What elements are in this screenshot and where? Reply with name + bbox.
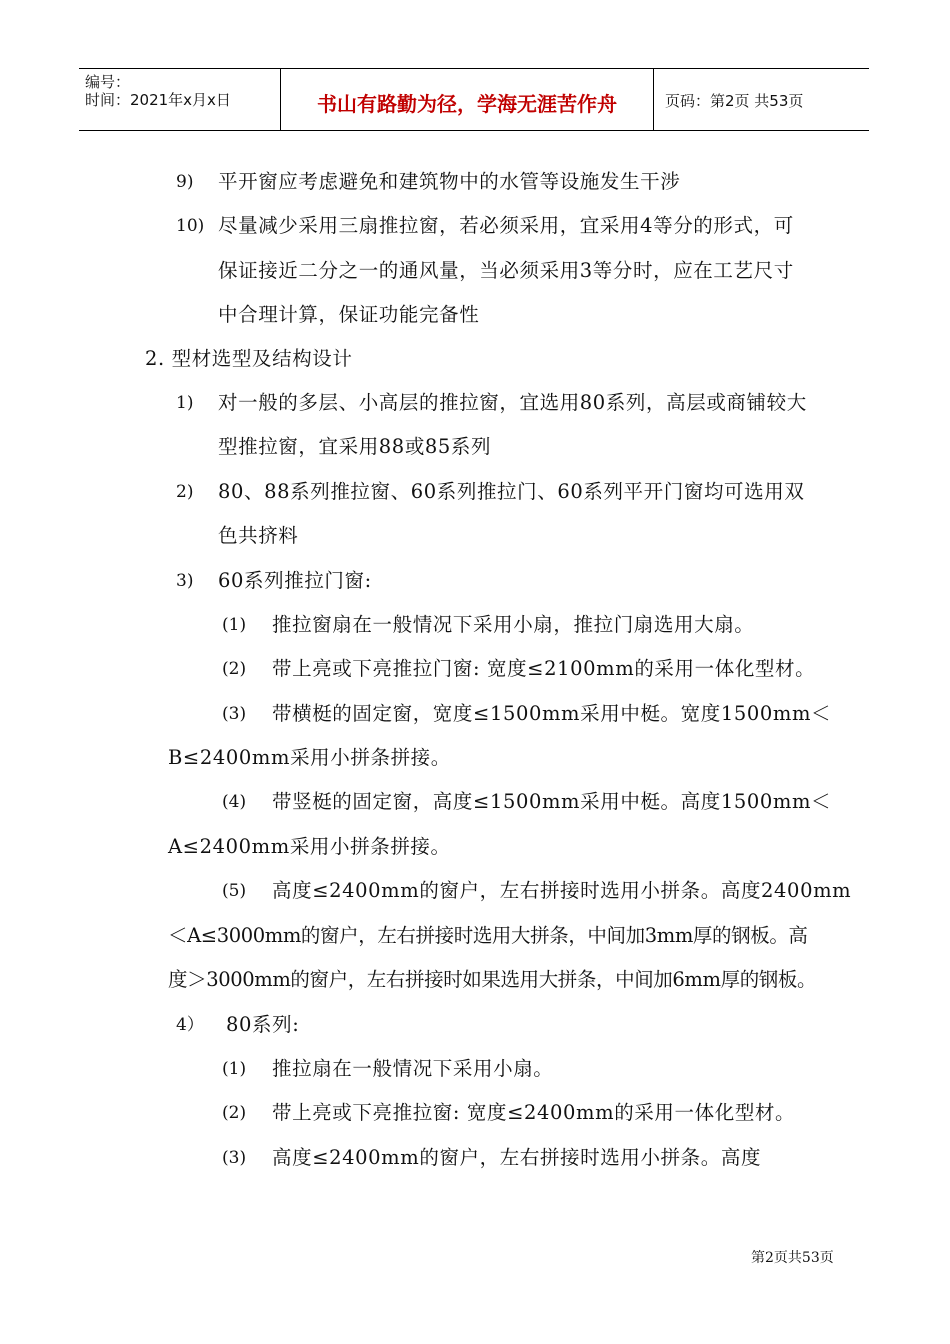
s2-item-1-line-1: 对一般的多层、小高层的推拉窗，宜选用80系列，高层或商铺较大 (218, 391, 807, 414)
s3-sub-4-number: (4) (222, 792, 247, 812)
s3-sub-5-line-3: 度＞3000mm的窗户，左右拼接时如果选用大拼条，中间加6mm厚的钢板。 (168, 968, 817, 991)
header-motto: 书山有路勤为径，学海无涯苦作舟 (317, 92, 617, 116)
s2-item-1-number: 1) (176, 393, 194, 413)
s2-item-3-number: 3) (176, 571, 194, 591)
s3-sub-2-number: (2) (222, 659, 247, 679)
s3-sub-4-line-2: A≤2400mm采用小拼条拼接。 (168, 835, 451, 858)
s4-sub-1-text: 推拉扇在一般情况下采用小扇。 (272, 1057, 554, 1080)
s3-sub-5-line-1: 高度≤2400mm的窗户，左右拼接时选用小拼条。高度2400mm (272, 879, 852, 902)
document-time-label: 时间：2021年x月x日 (85, 91, 231, 109)
s2-item-4-text: 80系列: (226, 1013, 300, 1036)
s4-sub-2-text: 带上亮或下亮推拉窗: 宽度≤2400mm的采用一体化型材。 (272, 1101, 796, 1124)
item-10-line-1: 尽量减少采用三扇推拉窗，若必须采用，宜采用4等分的形式，可 (218, 214, 794, 237)
s3-sub-2-text: 带上亮或下亮推拉门窗: 宽度≤2100mm的采用一体化型材。 (272, 657, 816, 680)
s2-item-2-line-2: 色共挤料 (218, 524, 299, 547)
s3-sub-4-line-1: 带竖梃的固定窗，高度≤1500mm采用中梃。高度1500mm＜ (272, 790, 832, 813)
header-motto-cell (280, 69, 654, 130)
s4-sub-2-number: (2) (222, 1103, 247, 1123)
s4-sub-1-number: (1) (222, 1059, 247, 1079)
header-page-number: 页码：第2页 共53页 (665, 92, 804, 110)
s3-sub-5-line-2: ＜A≤3000mm的窗户，左右拼接时选用大拼条，中间加3mm厚的钢板。高 (168, 924, 808, 947)
s4-sub-3-text: 高度≤2400mm的窗户，左右拼接时选用小拼条。高度 (272, 1146, 762, 1169)
document-number-label: 编号： (85, 73, 131, 91)
s2-item-4-number: 4） (176, 1015, 204, 1035)
item-10-line-2: 保证接近二分之一的通风量，当必须采用3等分时，应在工艺尺寸 (218, 259, 794, 282)
s2-item-1-line-2: 型推拉窗，宜采用88或85系列 (218, 435, 492, 458)
s3-sub-3-number: (3) (222, 704, 247, 724)
s2-item-2-number: 2) (176, 482, 194, 502)
item-9-text: 平开窗应考虑避免和建筑物中的水管等设施发生干涉 (218, 170, 681, 193)
s3-sub-5-number: (5) (222, 881, 247, 901)
header-page-cell (653, 69, 869, 130)
s3-sub-3-line-1: 带横梃的固定窗，宽度≤1500mm采用中梃。宽度1500mm＜ (272, 702, 832, 725)
s3-sub-3-line-2: B≤2400mm采用小拼条拼接。 (168, 746, 451, 769)
s4-sub-3-number: (3) (222, 1148, 247, 1168)
s2-item-3-text: 60系列推拉门窗: (218, 569, 372, 592)
s3-sub-1-number: (1) (222, 615, 247, 635)
item-10-number: 10) (176, 216, 205, 236)
section-2-heading: 2. 型材选型及结构设计 (145, 347, 353, 370)
page-header (79, 68, 869, 131)
s2-item-2-line-1: 80、88系列推拉窗、60系列推拉门、60系列平开门窗均可选用双 (218, 480, 805, 503)
s3-sub-1-text: 推拉窗扇在一般情况下采用小扇，推拉门扇选用大扇。 (272, 613, 755, 636)
item-10-line-3: 中合理计算，保证功能完备性 (218, 303, 480, 326)
header-meta-cell (79, 69, 280, 130)
page-footer-number: 第2页共53页 (751, 1250, 834, 1266)
item-9-number: 9) (176, 172, 194, 192)
